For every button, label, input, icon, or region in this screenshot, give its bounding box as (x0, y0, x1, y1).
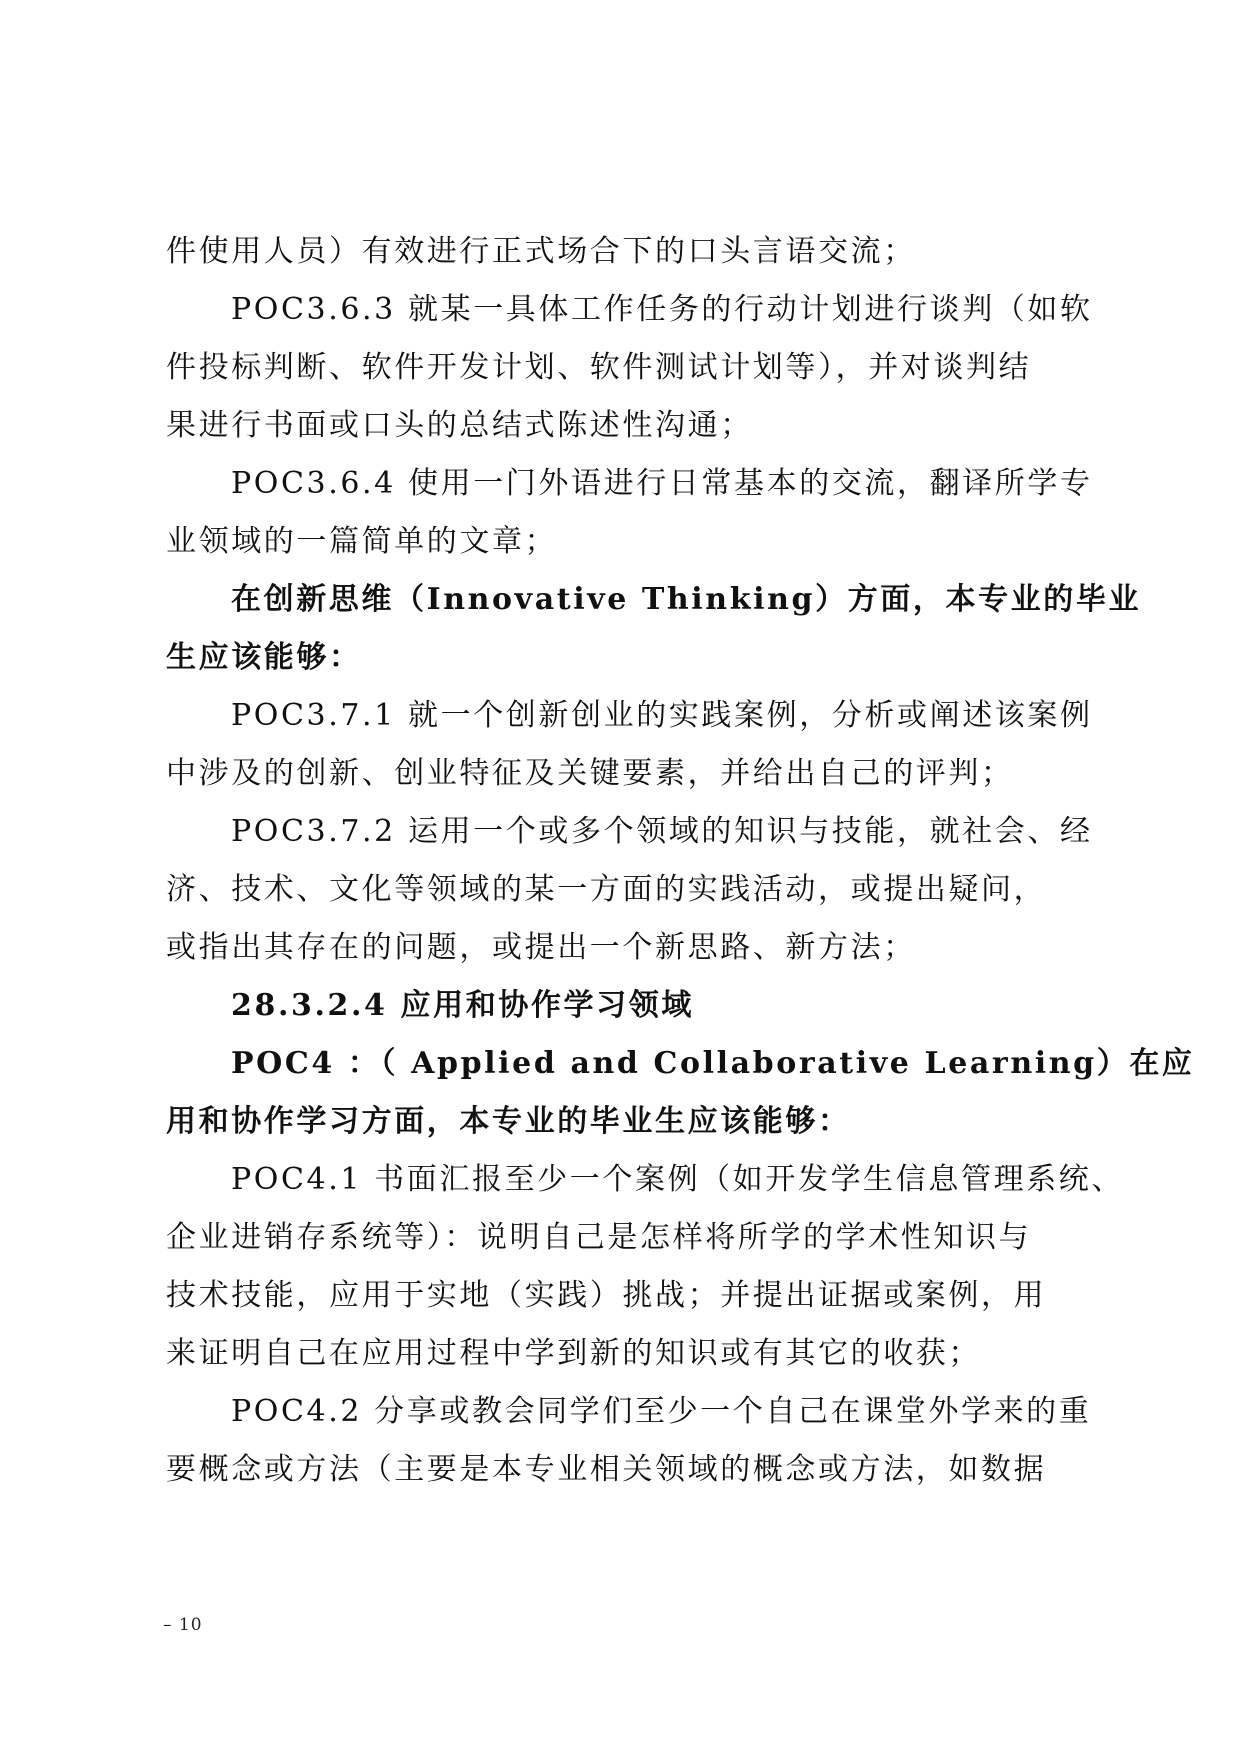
body-line: 件使用人员）有效进行正式场合下的口头言语交流； (166, 234, 916, 269)
body-line: 济、技术、文化等领域的某一方面的实践活动，或提出疑问， (166, 872, 1047, 907)
body-line: POC3.7.2 运用一个或多个领域的知识与技能，就社会、经 (231, 814, 1093, 849)
page-number: – 10 (163, 1615, 203, 1635)
body-line: 技术技能，应用于实地（实践）挑战；并提出证据或案例，用 (166, 1278, 1047, 1313)
body-line: 件投标判断、软件开发计划、软件测试计划等），并对谈判结 (166, 350, 1032, 385)
body-line: POC3.7.1 就一个创新创业的实践案例，分析或阐述该案例 (231, 698, 1093, 733)
body-line: 企业进销存系统等）：说明自己是怎样将所学的学术性知识与 (166, 1220, 1032, 1255)
section-heading-line: 在创新思维（Innovative Thinking）方面，本专业的毕业 (231, 582, 1142, 617)
body-line: 要概念或方法（主要是本专业相关领域的概念或方法，如数据 (166, 1452, 1047, 1487)
section-heading-line: POC4 ：（ Applied and Collaborative Learning）在应 (231, 1046, 1195, 1081)
section-heading-line: 28.3.2.4 应用和协作学习领域 (231, 988, 694, 1023)
section-heading-line: 用和协作学习方面，本专业的毕业生应该能够： (166, 1104, 851, 1139)
body-line: POC4.2 分享或教会同学们至少一个自己在课堂外学来的重 (231, 1394, 1092, 1429)
body-line: 业领域的一篇简单的文章； (166, 524, 558, 559)
body-line: 中涉及的创新、创业特征及关键要素，并给出自己的评判； (166, 756, 1014, 791)
body-line: 来证明自己在应用过程中学到新的知识或有其它的收获； (166, 1336, 981, 1371)
body-line: POC3.6.4 使用一门外语进行日常基本的交流，翻译所学专 (231, 466, 1093, 501)
section-heading-line: 生应该能够： (166, 640, 362, 675)
body-line: 或指出其存在的问题，或提出一个新思路、新方法； (166, 930, 916, 965)
body-line: 果进行书面或口头的总结式陈述性沟通； (166, 408, 753, 443)
body-line: POC3.6.3 就某一具体工作任务的行动计划进行谈判（如软 (231, 292, 1093, 327)
body-line: POC4.1 书面汇报至少一个案例（如开发学生信息管理系统、 (231, 1162, 1124, 1197)
